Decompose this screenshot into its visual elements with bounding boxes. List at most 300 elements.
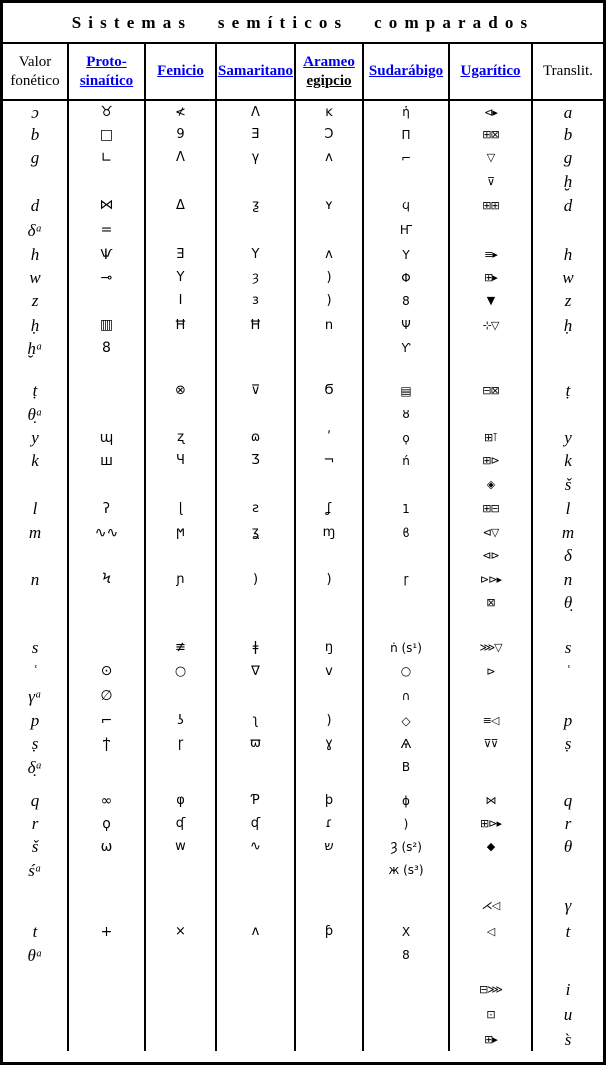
table-row [3,789,603,812]
empty-cell [68,289,145,312]
glyph-cell: Ѱ [68,243,145,266]
empty-cell [216,338,295,358]
empty-cell [68,977,145,1002]
empty-cell [145,169,216,193]
glyph-cell: ƥ [295,920,363,943]
glyph-cell: ∅ [68,683,145,709]
glyph-cell: u [532,1002,603,1027]
empty-cell [145,943,216,967]
glyph-cell: ŋ [295,636,363,659]
glyph-cell: ⊽ [216,379,295,402]
glyph-cell: ḫ [532,169,603,193]
empty-cell [68,591,145,614]
empty-cell [449,882,532,890]
column-header-fenicio [145,44,216,100]
glyph-cell: ƨ [216,496,295,521]
glyph-cell: ʿ [532,659,603,683]
empty-cell [68,1027,145,1051]
empty-cell [295,402,363,426]
glyph-cell: ɣ [295,732,363,755]
glyph-cell: ʌ [295,146,363,169]
glyph-cell: ≮ [145,100,216,123]
table-row [3,636,603,659]
glyph-cell: ʠ [216,812,295,835]
empty-cell [145,977,216,1002]
empty-cell [295,169,363,193]
empty-cell [363,614,449,636]
table-row [3,402,603,426]
glyph-cell: ⊟⋙ [449,977,532,1002]
glyph-cell: ḫᵃ [3,338,68,358]
empty-cell [295,472,363,496]
table-row [3,100,603,123]
glyph-cell: s [3,636,68,659]
glyph-cell: ▥ [68,312,145,338]
table-row [3,732,603,755]
empty-cell [145,755,216,779]
empty-cell [363,544,449,567]
glyph-cell: ⋈ [68,193,145,217]
glyph-cell: ) [295,709,363,732]
empty-cell [68,890,145,920]
glyph-cell: Υ [216,243,295,266]
empty-cell [449,338,532,358]
glyph-cell: ⋈ [449,789,532,812]
glyph-cell: ⊞⊳ [449,449,532,472]
table-row [3,659,603,683]
empty-cell [68,779,145,789]
empty-cell [68,943,145,967]
glyph-cell: ¬ [295,449,363,472]
empty-cell [363,1027,449,1051]
glyph-cell: ⊸ [68,266,145,289]
glyph-cell: ϕ [363,789,449,812]
empty-cell [363,779,449,789]
glyph-cell: ʖ [145,709,216,732]
glyph-cell: ɔ [3,100,68,123]
empty-cell [68,858,145,882]
table-row [3,472,603,496]
table-row [3,835,603,858]
empty-cell [532,358,603,379]
empty-cell [145,544,216,567]
table-row [3,312,603,338]
glyph-cell: r [3,812,68,835]
glyph-cell: ⊳⊳▸ [449,567,532,591]
glyph-cell: ⊽ [449,169,532,193]
empty-cell [532,882,603,890]
glyph-cell: ⌐ [68,709,145,732]
empty-cell [3,591,68,614]
column-link-samaritano[interactable]: Samaritano [218,63,293,80]
empty-cell [68,544,145,567]
glyph-cell: q [532,789,603,812]
glyph-cell: γᵃ [3,683,68,709]
table-row [3,123,603,146]
table-row [3,890,603,920]
empty-cell [145,683,216,709]
glyph-cell: Ħ [216,312,295,338]
glyph-cell: ȣ [363,402,449,426]
glyph-cell: ḥ [3,312,68,338]
glyph-cell: š [532,472,603,496]
glyph-cell: s [532,636,603,659]
table-row [3,858,603,882]
empty-cell [449,614,532,636]
empty-cell [216,472,295,496]
empty-cell [3,977,68,1002]
glyph-cell: ϻ [145,521,216,544]
table-row [3,812,603,835]
glyph-cell: ṣ [3,732,68,755]
glyph-cell: φ [145,789,216,812]
empty-cell [3,544,68,567]
glyph-cell: ⊠ [449,591,532,614]
glyph-cell: ɱ [295,521,363,544]
table-row [3,943,603,967]
glyph-cell: Π [363,123,449,146]
glyph-cell: ἡ [363,100,449,123]
glyph-cell: ∿∿ [68,521,145,544]
glyph-cell: δᵃ [3,217,68,243]
glyph-cell: ≡▸ [449,243,532,266]
glyph-cell: ǂ [216,636,295,659]
glyph-cell: 8 [363,943,449,967]
empty-cell [68,882,145,890]
glyph-cell: ⊞▸ [449,266,532,289]
glyph-cell: ƺ [216,193,295,217]
column-header-samaritano [216,44,295,100]
glyph-cell: i [532,977,603,1002]
glyph-cell: ɭ [145,496,216,521]
glyph-cell: × [145,920,216,943]
glyph-cell: ▽ [449,146,532,169]
empty-cell [216,217,295,243]
empty-cell [216,591,295,614]
empty-cell [216,858,295,882]
empty-cell [449,779,532,789]
glyph-cell: ▼ [449,289,532,312]
empty-cell [295,967,363,977]
glyph-cell: 9 [145,123,216,146]
table-row [3,338,603,358]
table-row [3,967,603,977]
glyph-cell: ʅ [216,709,295,732]
empty-cell [449,755,532,779]
empty-cell [295,591,363,614]
empty-cell [449,217,532,243]
glyph-cell: ∞ [68,789,145,812]
glyph-cell: γ [532,890,603,920]
glyph-cell: γ [216,146,295,169]
glyph-cell: Y [145,266,216,289]
glyph-cell: + [68,920,145,943]
column-link-sudarabigo[interactable]: Sudarábigo [368,63,444,80]
glyph-cell: ○ [145,659,216,683]
empty-cell [532,402,603,426]
semitic-systems-table [3,44,603,1051]
glyph-cell: ϙ [363,426,449,449]
empty-cell [3,614,68,636]
glyph-cell: w [532,266,603,289]
table-row [3,709,603,732]
empty-cell [68,614,145,636]
glyph-cell: ◁ [449,920,532,943]
glyph-cell: ⊟⊠ [449,379,532,402]
column-header-ugaritico [449,44,532,100]
column-header-proto-sinaitico [68,44,145,100]
empty-cell [145,217,216,243]
glyph-cell: ) [295,266,363,289]
glyph-cell: h [532,243,603,266]
empty-cell [216,779,295,789]
empty-cell [68,379,145,402]
glyph-cell: ○ [363,659,449,683]
empty-cell [3,882,68,890]
empty-cell [3,1027,68,1051]
table-row [3,882,603,890]
glyph-cell: Ǝ [216,123,295,146]
table-row [3,755,603,779]
column-link-arameo-egipcio[interactable]: Arameo [303,53,355,70]
glyph-cell: ⊞⊠ [449,123,532,146]
glyph-cell: b [532,123,603,146]
empty-cell [216,1002,295,1027]
glyph-cell: g [532,146,603,169]
glyph-cell: ◈ [449,472,532,496]
glyph-cell: ɾ [295,812,363,835]
empty-cell [295,1002,363,1027]
glyph-cell: ▤ [363,379,449,402]
empty-cell [295,977,363,1002]
glyph-cell: ṣ [532,732,603,755]
glyph-cell: ⋌◁ [449,890,532,920]
glyph-cell: ṭ [3,379,68,402]
glyph-cell: a [532,100,603,123]
empty-cell [68,1002,145,1027]
table-row [3,193,603,217]
glyph-cell: ⊡ [449,1002,532,1027]
glyph-cell: ո [295,312,363,338]
empty-cell [532,858,603,882]
glyph-cell: δ̣ᵃ [3,755,68,779]
glyph-cell: ⊞⊺ [449,426,532,449]
empty-cell [216,882,295,890]
glyph-cell: Ƴ [363,338,449,358]
glyph-cell: þ [295,789,363,812]
glyph-cell: k [532,449,603,472]
column-link-fenicio[interactable]: Fenicio [157,63,204,80]
glyph-cell: h [3,243,68,266]
glyph-cell: ϐ [363,521,449,544]
glyph-cell: l [532,496,603,521]
glyph-cell: ♉ [68,100,145,123]
empty-cell [216,977,295,1002]
empty-cell [363,1002,449,1027]
glyph-cell: ṅ (s¹) [363,636,449,659]
glyph-cell: Δ [145,193,216,217]
glyph-cell: ʹ [295,426,363,449]
empty-cell [295,943,363,967]
glyph-cell: Φ [363,266,449,289]
glyph-cell: n [532,567,603,591]
glyph-cell: ⊲▽ [449,521,532,544]
empty-cell [145,1002,216,1027]
table-row [3,977,603,1002]
empty-cell [295,544,363,567]
empty-cell [363,591,449,614]
glyph-cell: w [3,266,68,289]
glyph-cell: ĸ [295,100,363,123]
table-row [3,591,603,614]
glyph-cell: □ [68,123,145,146]
glyph-cell: ɰ [68,426,145,449]
empty-cell [216,890,295,920]
glyph-cell: Ħ [145,312,216,338]
empty-cell [145,890,216,920]
table-row [3,379,603,402]
empty-cell [145,591,216,614]
glyph-cell: ⊞⊟ [449,496,532,521]
glyph-cell: ʓ [216,521,295,544]
column-header-valor-fonetico [3,44,68,100]
empty-cell [3,967,68,977]
empty-cell [363,890,449,920]
glyph-cell: ɜ [216,289,295,312]
empty-cell [449,358,532,379]
glyph-cell: t [3,920,68,943]
empty-cell [295,217,363,243]
empty-cell [145,858,216,882]
empty-cell [363,358,449,379]
table-row [3,169,603,193]
column-label2-valor-fonetico: fonético [10,72,60,89]
glyph-cell: w [145,835,216,858]
empty-cell [295,755,363,779]
glyph-cell: 8 [68,338,145,358]
column-label2-arameo-egipcio: egipcio [306,72,352,89]
table-row [3,217,603,243]
table-row [3,289,603,312]
empty-cell [532,967,603,977]
empty-cell [216,967,295,977]
glyph-cell: Ӡ [216,449,295,472]
column-link-ugaritico[interactable]: Ugarítico [460,63,521,80]
glyph-cell: ʆ [295,496,363,521]
glyph-cell: Ƥ [216,789,295,812]
glyph-cell: š [3,835,68,858]
glyph-cell: ϖ [216,732,295,755]
glyph-cell: ṭ [532,379,603,402]
glyph-cell: ◇ [363,709,449,732]
empty-cell [295,338,363,358]
glyph-cell: Λ [216,100,295,123]
table-row [3,449,603,472]
glyph-cell: ϥ [363,193,449,217]
empty-cell [3,890,68,920]
empty-cell [145,402,216,426]
empty-cell [68,755,145,779]
empty-cell [145,614,216,636]
table-row [3,266,603,289]
empty-cell [363,169,449,193]
glyph-cell: ⌐ [363,146,449,169]
glyph-cell: Ч [145,449,216,472]
empty-cell [68,636,145,659]
empty-cell [145,338,216,358]
glyph-cell: ḥ [532,312,603,338]
empty-cell [295,683,363,709]
empty-cell [295,882,363,890]
glyph-cell: n [3,567,68,591]
glyph-cell: ʔ [68,496,145,521]
glyph-cell: t [532,920,603,943]
glyph-cell: b [3,123,68,146]
empty-cell [363,967,449,977]
empty-cell [3,1002,68,1027]
empty-cell [295,858,363,882]
empty-cell [145,358,216,379]
empty-cell [216,614,295,636]
glyph-cell: ϯ [68,732,145,755]
glyph-cell: ≢ [145,636,216,659]
glyph-cell: z [3,289,68,312]
empty-cell [449,943,532,967]
glyph-cell: q [3,789,68,812]
glyph-cell: ⊽⊽ [449,732,532,755]
glyph-cell: ) [295,567,363,591]
glyph-cell: Ɔ [295,123,363,146]
column-link-proto-sinaitico[interactable]: Proto- [86,53,127,70]
glyph-cell: δ [532,544,603,567]
glyph-cell: ɼ [363,567,449,591]
table-row [3,496,603,521]
empty-cell [68,967,145,977]
glyph-cell: ⋙▽ [449,636,532,659]
empty-cell [145,967,216,977]
empty-cell [216,1027,295,1051]
column-label-valor-fonetico: Valor [18,53,52,70]
table-row [3,614,603,636]
empty-cell [532,943,603,967]
glyph-cell: 1 [363,496,449,521]
column-label2-proto-sinaitico[interactable]: sinaítico [79,72,134,89]
glyph-cell: ) [363,812,449,835]
empty-cell [532,338,603,358]
column-label-translit: Translit. [543,63,593,80]
glyph-cell: ⊙ [68,659,145,683]
glyph-cell: θ̣ᵃ [3,402,68,426]
glyph-cell: ) [216,567,295,591]
empty-cell [3,472,68,496]
table-row [3,243,603,266]
table-header [3,44,603,100]
glyph-cell: Ǝ [145,243,216,266]
glyph-cell: B [363,755,449,779]
empty-cell [363,977,449,1002]
empty-cell [145,779,216,789]
empty-cell [3,169,68,193]
glyph-cell: ȝ [216,266,295,289]
glyph-cell: ⊗ [145,379,216,402]
empty-cell [145,1027,216,1051]
glyph-cell: ⊹▽ [449,312,532,338]
glyph-cell: ω [68,835,145,858]
glyph-cell: ⊞⊞ [449,193,532,217]
empty-cell [295,1027,363,1051]
empty-cell [145,472,216,496]
glyph-cell: Λ [145,146,216,169]
